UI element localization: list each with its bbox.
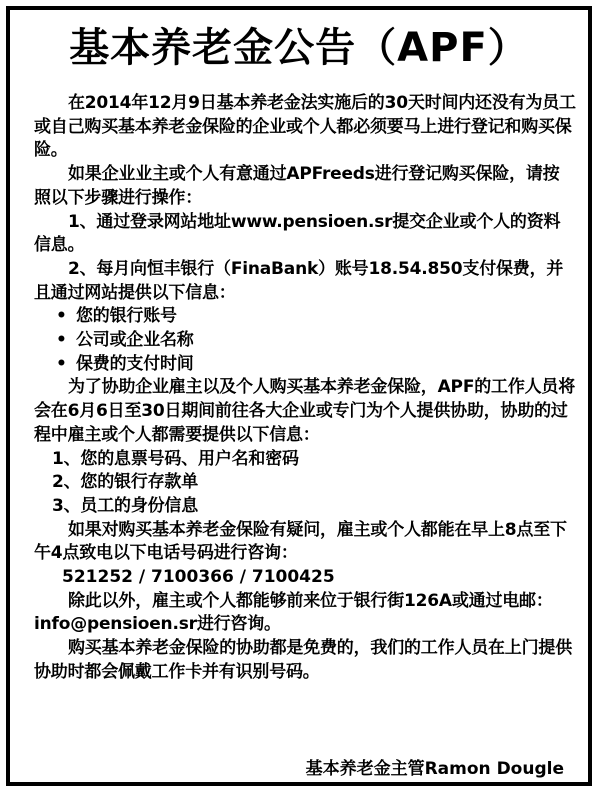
step-1: 1、通过登录网站地址www.pensioen.sr提交企业或个人的资料信息。 (34, 211, 561, 256)
phone-numbers: 521252 / 7100366 / 7100425 (62, 567, 335, 588)
step-2: 2、每月向恒丰银行（FinaBank）账号18.54.850支付保费，并且通过网站提供以下信息： (34, 258, 564, 303)
bullet-text: 您的银行账号 (76, 306, 177, 327)
list-item (34, 329, 576, 353)
intro-paragraph: 在2014年12月9日基本养老金法实施后的30天时间内还没有为员工或自己购买基本养老金保险的企业或个人都必须要马上进行登记和购买保险。 (34, 93, 576, 161)
bullet-text: 公司或企业名称 (76, 330, 194, 351)
other-contact-paragraph: 除此以外，雇主或个人都能够前来位于银行街126A或通过电邮：info@pensioen.sr进行咨询。 (34, 590, 553, 635)
bullet-icon: • (56, 306, 67, 327)
list-item (34, 305, 576, 329)
notice-title: 基本养老金公告（APF） (69, 25, 529, 71)
list-item: 2、您的银行存款单 (52, 472, 199, 493)
signature: 基本养老金主管Ramon Dougle (305, 759, 564, 779)
phone-intro-paragraph: 如果对购买基本养老金保险有疑问，雇主或个人都能在早上8点至下午4点致电以下电话号码进行咨询： (34, 519, 567, 564)
notice-frame (6, 6, 592, 786)
list-item: 3、员工的身份信息 (52, 495, 199, 516)
list-item (34, 353, 576, 377)
bullet-icon: • (56, 353, 67, 374)
bullet-text: 保费的支付时间 (76, 353, 194, 374)
assist-intro-paragraph: 为了协助企业雇主以及个人购买基本养老金保险，APF的工作人员将会在6月6日至30日期间前往各大企业或专门为个人提供协助，协助的过程中雇主或个人都需要提供以下信息： (34, 377, 576, 445)
bullet-icon: • (56, 330, 67, 351)
free-note-paragraph: 购买基本养老金保险的协助都是免费的，我们的工作人员在上门提供协助时都会佩戴工作卡并有识别号码。 (34, 638, 572, 682)
list-item: 1、您的息票号码、用户名和密码 (52, 448, 299, 469)
register-intro-paragraph: 如果企业业主或个人有意通过APFreeds进行登记购买保险，请按照以下步骤进行操作： (34, 164, 560, 208)
notice-body (34, 92, 576, 685)
